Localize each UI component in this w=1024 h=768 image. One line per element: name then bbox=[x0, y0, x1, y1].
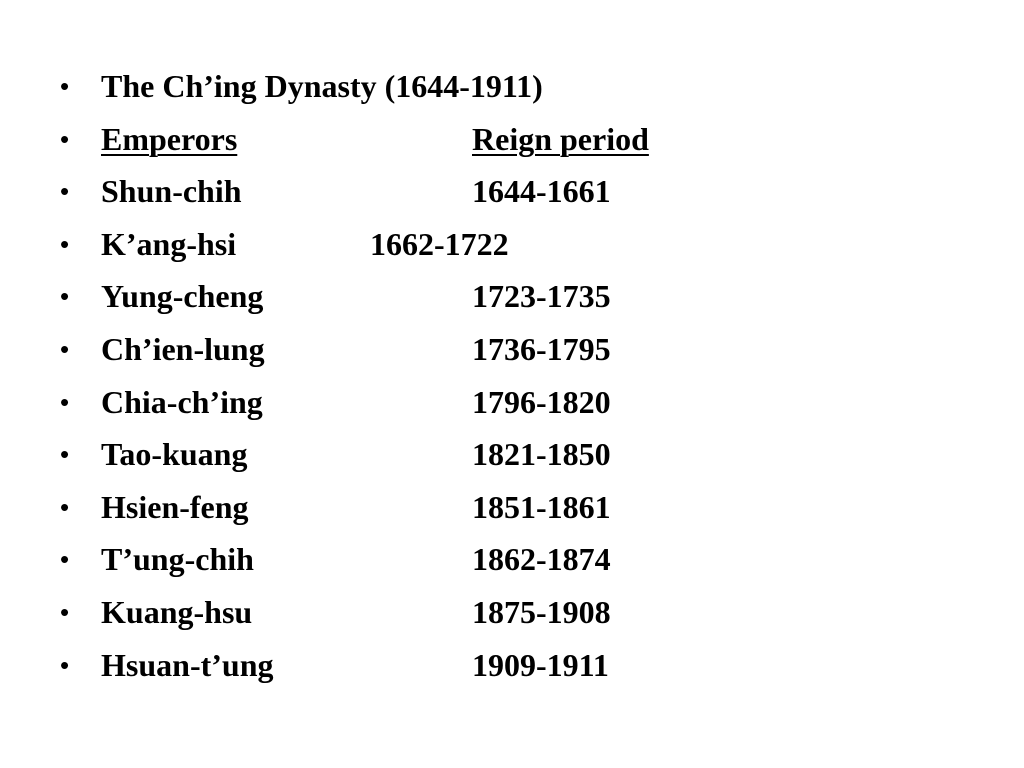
bullet-icon: • bbox=[60, 333, 70, 364]
reign-period: 1851-1861 bbox=[472, 488, 611, 525]
bullet-icon: • bbox=[60, 386, 70, 417]
emperor-name: Kuang-hsu bbox=[101, 593, 253, 630]
emperor-name: Hsien-feng bbox=[101, 488, 249, 525]
bullet-icon: • bbox=[60, 596, 70, 627]
emperor-name: Ch’ien-lung bbox=[101, 330, 265, 367]
emperor-name: Hsuan-t’ung bbox=[101, 646, 274, 683]
emperor-name: T’ung-chih bbox=[101, 541, 254, 578]
emperor-name: K’ang-hsi bbox=[101, 225, 237, 262]
emperor-name: Yung-cheng bbox=[101, 278, 264, 315]
bullet-icon: • bbox=[60, 544, 70, 575]
emperor-name: Chia-ch’ing bbox=[101, 383, 263, 420]
reign-period: 1862-1874 bbox=[472, 541, 611, 578]
reign-period: 1644-1661 bbox=[472, 173, 611, 210]
bullet-icon: • bbox=[60, 71, 70, 101]
bullet-icon: • bbox=[60, 176, 70, 207]
bullet-icon: • bbox=[60, 281, 70, 312]
reign-period-header: Reign period bbox=[472, 120, 649, 157]
reign-period: 1796-1820 bbox=[472, 383, 611, 420]
bullet-icon: • bbox=[60, 228, 70, 259]
emperor-name: Shun-chih bbox=[101, 173, 242, 210]
reign-period: 1875-1908 bbox=[472, 593, 611, 630]
reign-period: 1723-1735 bbox=[472, 278, 611, 315]
bullet-icon: • bbox=[60, 123, 70, 154]
reign-period: 1821-1850 bbox=[472, 436, 611, 473]
bullet-icon: • bbox=[60, 649, 70, 680]
slide-title: The Ch’ing Dynasty (1644-1911) bbox=[101, 68, 543, 104]
reign-period: 1909-1911 bbox=[472, 646, 609, 683]
emperors-header: Emperors bbox=[101, 120, 238, 157]
bullet-icon: • bbox=[60, 491, 70, 522]
emperor-name: Tao-kuang bbox=[101, 436, 248, 473]
bullet-icon: • bbox=[60, 439, 70, 470]
reign-period: 1662-1722 bbox=[370, 225, 509, 262]
reign-period: 1736-1795 bbox=[472, 330, 611, 367]
